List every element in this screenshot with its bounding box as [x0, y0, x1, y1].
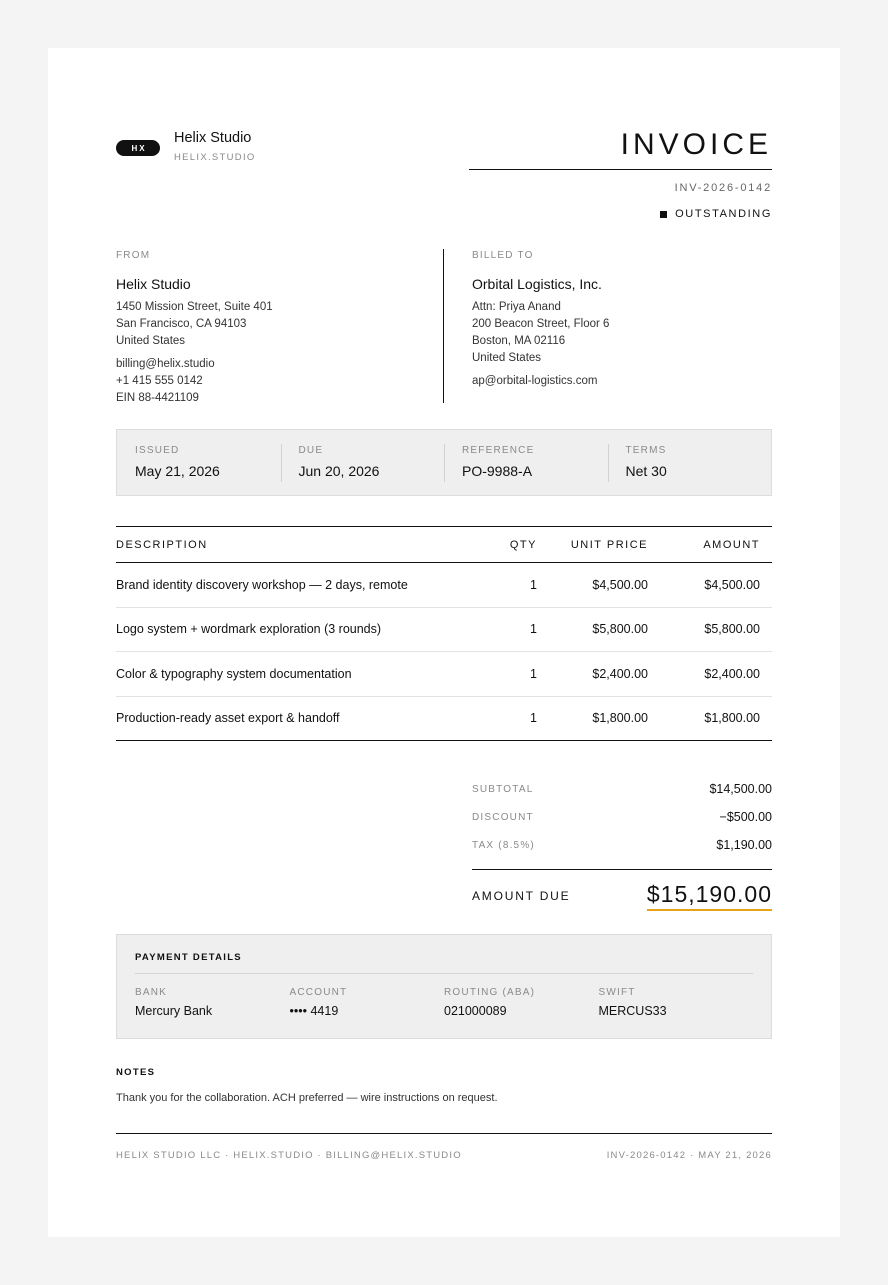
billed-to-address-line: Attn: Priya Anand — [472, 301, 561, 313]
table-header — [116, 526, 772, 563]
row-qty: 1 — [530, 666, 537, 681]
payment-details — [116, 934, 772, 1039]
status-label: OUTSTANDING — [675, 208, 772, 220]
row-unit-price: $1,800.00 — [592, 711, 648, 726]
tax-value: $1,190.00 — [716, 838, 772, 852]
table-row — [116, 652, 772, 697]
from-address-line: 1450 Mission Street, Suite 401 — [116, 301, 273, 313]
payment-label: BANK — [135, 987, 168, 998]
from-address-line: United States — [116, 335, 186, 347]
table-row — [116, 697, 772, 742]
from-name: Helix Studio — [116, 276, 191, 292]
footer-right: INV-2026-0142 · MAY 21, 2026 — [606, 1150, 772, 1161]
subtotal-row — [472, 775, 772, 803]
row-qty: 1 — [530, 577, 537, 592]
meta-terms — [608, 430, 772, 495]
subtotal-label: SUBTOTAL — [472, 783, 534, 795]
row-description: Production-ready asset export & handoff — [116, 711, 340, 726]
billed-to-email[interactable]: ap@orbital-logistics.com — [472, 375, 598, 387]
discount-value: −$500.00 — [719, 810, 772, 824]
meta-label: TERMS — [625, 445, 667, 456]
brand-logo: HX — [116, 140, 160, 156]
discount-row — [472, 803, 772, 831]
header-qty: QTY — [509, 538, 537, 551]
row-unit-price: $2,400.00 — [592, 666, 648, 681]
billed-to-label: BILLED TO — [472, 250, 534, 261]
from-ein: EIN 88-4421109 — [116, 392, 199, 404]
meta-due — [281, 430, 445, 495]
header-amount: AMOUNT — [703, 538, 760, 551]
row-amount: $4,500.00 — [704, 577, 760, 592]
meta-value: Jun 20, 2026 — [298, 463, 380, 479]
row-amount: $5,800.00 — [704, 622, 760, 637]
amount-due-value: $15,190.00 — [647, 881, 772, 911]
tax-label: TAX (8.5%) — [472, 839, 535, 851]
payment-label: ROUTING (ABA) — [444, 987, 536, 998]
notes-title: NOTES — [116, 1067, 156, 1078]
table-row — [116, 563, 772, 608]
brand-site: HELIX.STUDIO — [174, 152, 256, 163]
from-label: FROM — [116, 250, 151, 261]
totals-block — [472, 775, 772, 911]
subtotal-value: $14,500.00 — [709, 782, 772, 796]
meta-reference — [444, 430, 608, 495]
from-address-line: San Francisco, CA 94103 — [116, 318, 247, 330]
row-description: Color & typography system documentation — [116, 666, 352, 681]
line-items-table — [116, 526, 772, 741]
billed-to-block — [472, 250, 772, 390]
amount-due-row — [472, 881, 772, 911]
payment-label: SWIFT — [598, 987, 636, 998]
meta-issued — [117, 430, 281, 495]
table-row — [116, 608, 772, 653]
row-unit-price: $4,500.00 — [592, 577, 648, 592]
discount-label: DISCOUNT — [472, 811, 534, 823]
row-qty: 1 — [530, 622, 537, 637]
invoice-page — [48, 48, 840, 1237]
row-amount: $1,800.00 — [704, 711, 760, 726]
row-description: Logo system + wordmark exploration (3 rounds) — [116, 622, 382, 637]
meta-value: May 21, 2026 — [135, 463, 220, 479]
footer-rule — [116, 1133, 772, 1134]
payment-value: Mercury Bank — [135, 1004, 213, 1018]
party-divider — [443, 249, 444, 403]
billed-to-address-line: United States — [472, 352, 542, 364]
invoice-meta — [116, 429, 772, 496]
notes-text: Thank you for the collaboration. ACH preferred — wire instructions on request. — [116, 1092, 498, 1104]
payment-routing — [444, 987, 599, 1018]
meta-value: Net 30 — [625, 463, 667, 479]
from-email[interactable]: billing@helix.studio — [116, 358, 215, 370]
payment-account — [290, 987, 445, 1018]
meta-label: ISSUED — [135, 445, 180, 456]
billed-to-name: Orbital Logistics, Inc. — [472, 276, 602, 292]
meta-value: PO-9988-A — [462, 463, 533, 479]
meta-label: DUE — [298, 445, 324, 456]
title-rule — [469, 169, 772, 170]
payment-value: MERCUS33 — [598, 1004, 667, 1018]
payment-bank — [135, 987, 290, 1018]
billed-to-address-line: Boston, MA 02116 — [472, 335, 566, 347]
payment-value: •••• 4419 — [289, 1004, 339, 1018]
invoice-title: INVOICE — [620, 128, 772, 161]
billed-to-address-line: 200 Beacon Street, Floor 6 — [472, 318, 610, 330]
status-badge — [660, 208, 772, 220]
row-qty: 1 — [530, 711, 537, 726]
amount-due-label: AMOUNT DUE — [472, 889, 571, 903]
status-square-icon — [660, 211, 667, 218]
invoice-number: INV-2026-0142 — [674, 182, 772, 194]
from-block — [116, 250, 416, 407]
payment-title: PAYMENT DETAILS — [135, 952, 753, 974]
meta-label: REFERENCE — [462, 445, 535, 456]
tax-row — [472, 831, 772, 859]
totals-rule — [472, 869, 772, 870]
brand-name: Helix Studio — [174, 130, 252, 146]
row-description: Brand identity discovery workshop — 2 days, remote — [116, 577, 408, 592]
footer-left: HELIX STUDIO LLC · HELIX.STUDIO · BILLING@HELIX.STUDIO — [116, 1150, 462, 1161]
payment-label: ACCOUNT — [289, 987, 348, 998]
payment-swift — [599, 987, 754, 1018]
header-unit-price: UNIT PRICE — [570, 538, 648, 551]
header-description: DESCRIPTION — [116, 538, 208, 551]
row-amount: $2,400.00 — [704, 666, 760, 681]
payment-value: 021000089 — [444, 1004, 507, 1018]
from-phone: +1 415 555 0142 — [116, 375, 203, 387]
row-unit-price: $5,800.00 — [592, 622, 648, 637]
